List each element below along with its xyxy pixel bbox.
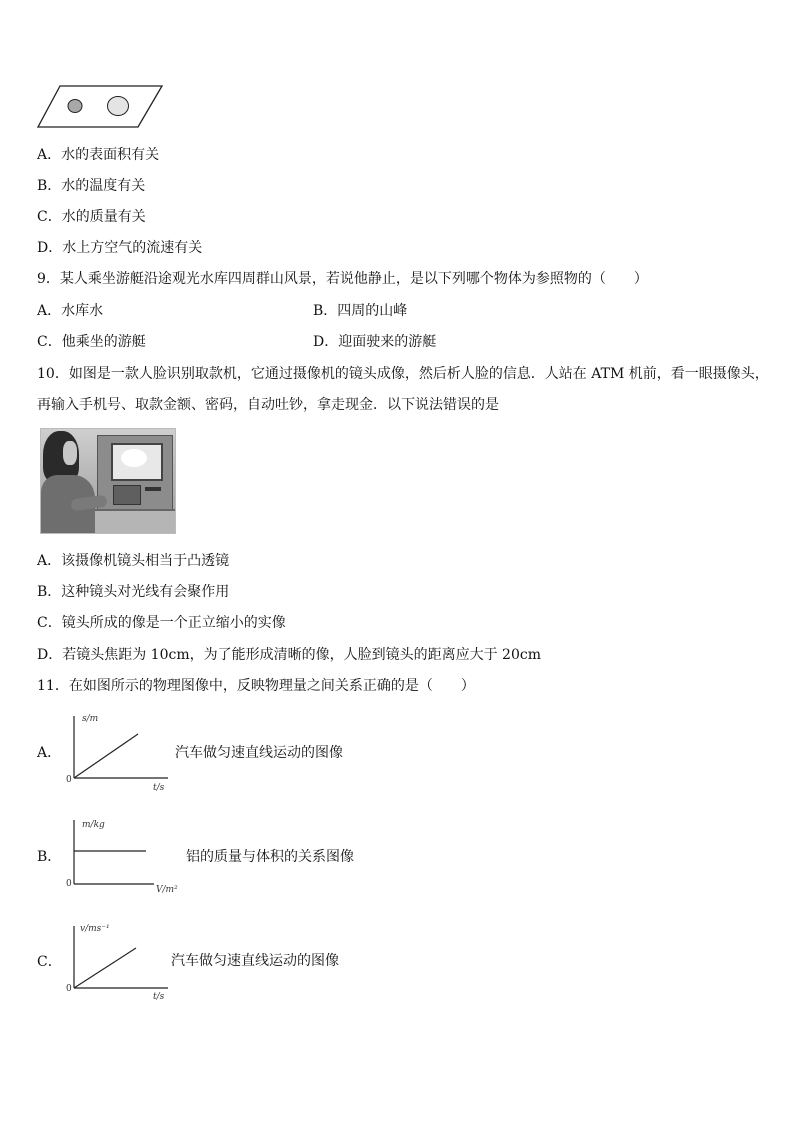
q11-b-origin: 0 bbox=[66, 879, 72, 889]
s-t-line bbox=[74, 734, 138, 778]
q11-c-origin: 0 bbox=[66, 984, 72, 994]
q10-option-a: A．该摄像机镜头相当于凸透镜 bbox=[37, 553, 230, 569]
q11-a-x-label: t/s bbox=[153, 783, 165, 793]
q11-c-y-label: v/ms⁻¹ bbox=[80, 924, 110, 934]
q11-option-a-letter: A． bbox=[37, 745, 62, 761]
large-water-drop bbox=[108, 97, 129, 116]
q8-option-d: D．水上方空气的流速有关 bbox=[37, 240, 203, 256]
q10-option-d: D．若镜头焦距为 10cm，为了能形成清晰的像，人脸到镜头的距离应大于 20cm bbox=[37, 647, 541, 663]
person-face bbox=[63, 441, 77, 465]
q11-option-c-letter: C． bbox=[37, 954, 62, 970]
q11-a-y-label: s/m bbox=[82, 714, 99, 724]
q8-option-c: C．水的质量有关 bbox=[37, 209, 146, 225]
q11-stem: 11．在如图所示的物理图像中，反映物理量之间关系正确的是（ ） bbox=[37, 678, 475, 694]
atm-screen-glow bbox=[121, 449, 147, 467]
atm-keypad bbox=[113, 485, 141, 505]
q9-option-c: C．他乘坐的游艇 bbox=[37, 334, 146, 350]
v-t-line bbox=[74, 948, 136, 988]
q9-option-d: D．迎面驶来的游艇 bbox=[313, 334, 437, 350]
atm-slot bbox=[145, 487, 161, 491]
q10-option-b: B．这种镜头对光线有会聚作用 bbox=[37, 584, 230, 600]
surface-outline bbox=[38, 86, 162, 127]
q11-option-b-letter: B． bbox=[37, 849, 62, 865]
q9-stem: 9．某人乘坐游艇沿途观光水库四周群山风景，若说他静止，是以下列哪个物体为参照物的（ ） bbox=[37, 271, 648, 287]
q8-figure-parallelogram bbox=[36, 84, 166, 130]
q9-option-b: B．四周的山峰 bbox=[313, 303, 408, 319]
q10-option-c: C．镜头所成的像是一个正立缩小的实像 bbox=[37, 615, 286, 631]
q8-option-b: B．水的温度有关 bbox=[37, 178, 146, 194]
q11-c-caption: 汽车做匀速直线运动的图像 bbox=[171, 953, 339, 969]
atm-face-recognition-photo bbox=[40, 428, 176, 534]
q10-stem-line2: 再输入手机号、取款金额、密码，自动吐钞，拿走现金．以下说法错误的是 bbox=[37, 397, 499, 413]
q11-a-origin: 0 bbox=[66, 775, 72, 785]
small-water-drop bbox=[68, 100, 82, 113]
q11-a-caption: 汽车做匀速直线运动的图像 bbox=[175, 745, 343, 761]
q11-graph-a bbox=[64, 712, 174, 794]
atm-counter bbox=[87, 509, 175, 534]
q11-b-caption: 铝的质量与体积的关系图像 bbox=[186, 849, 354, 865]
q10-stem-line1: 10．如图是一款人脸识别取款机，它通过摄像机的镜头成像，然后析人脸的信息．人站在 ATM 机前，看一眼摄像头， bbox=[37, 366, 769, 382]
q11-b-x-label: V/m² bbox=[156, 885, 178, 895]
q9-option-a: A．水库水 bbox=[37, 303, 104, 319]
q11-b-y-label: m/kg bbox=[82, 820, 105, 830]
q8-option-a: A．水的表面积有关 bbox=[37, 147, 160, 163]
q11-c-x-label: t/s bbox=[153, 992, 165, 1002]
